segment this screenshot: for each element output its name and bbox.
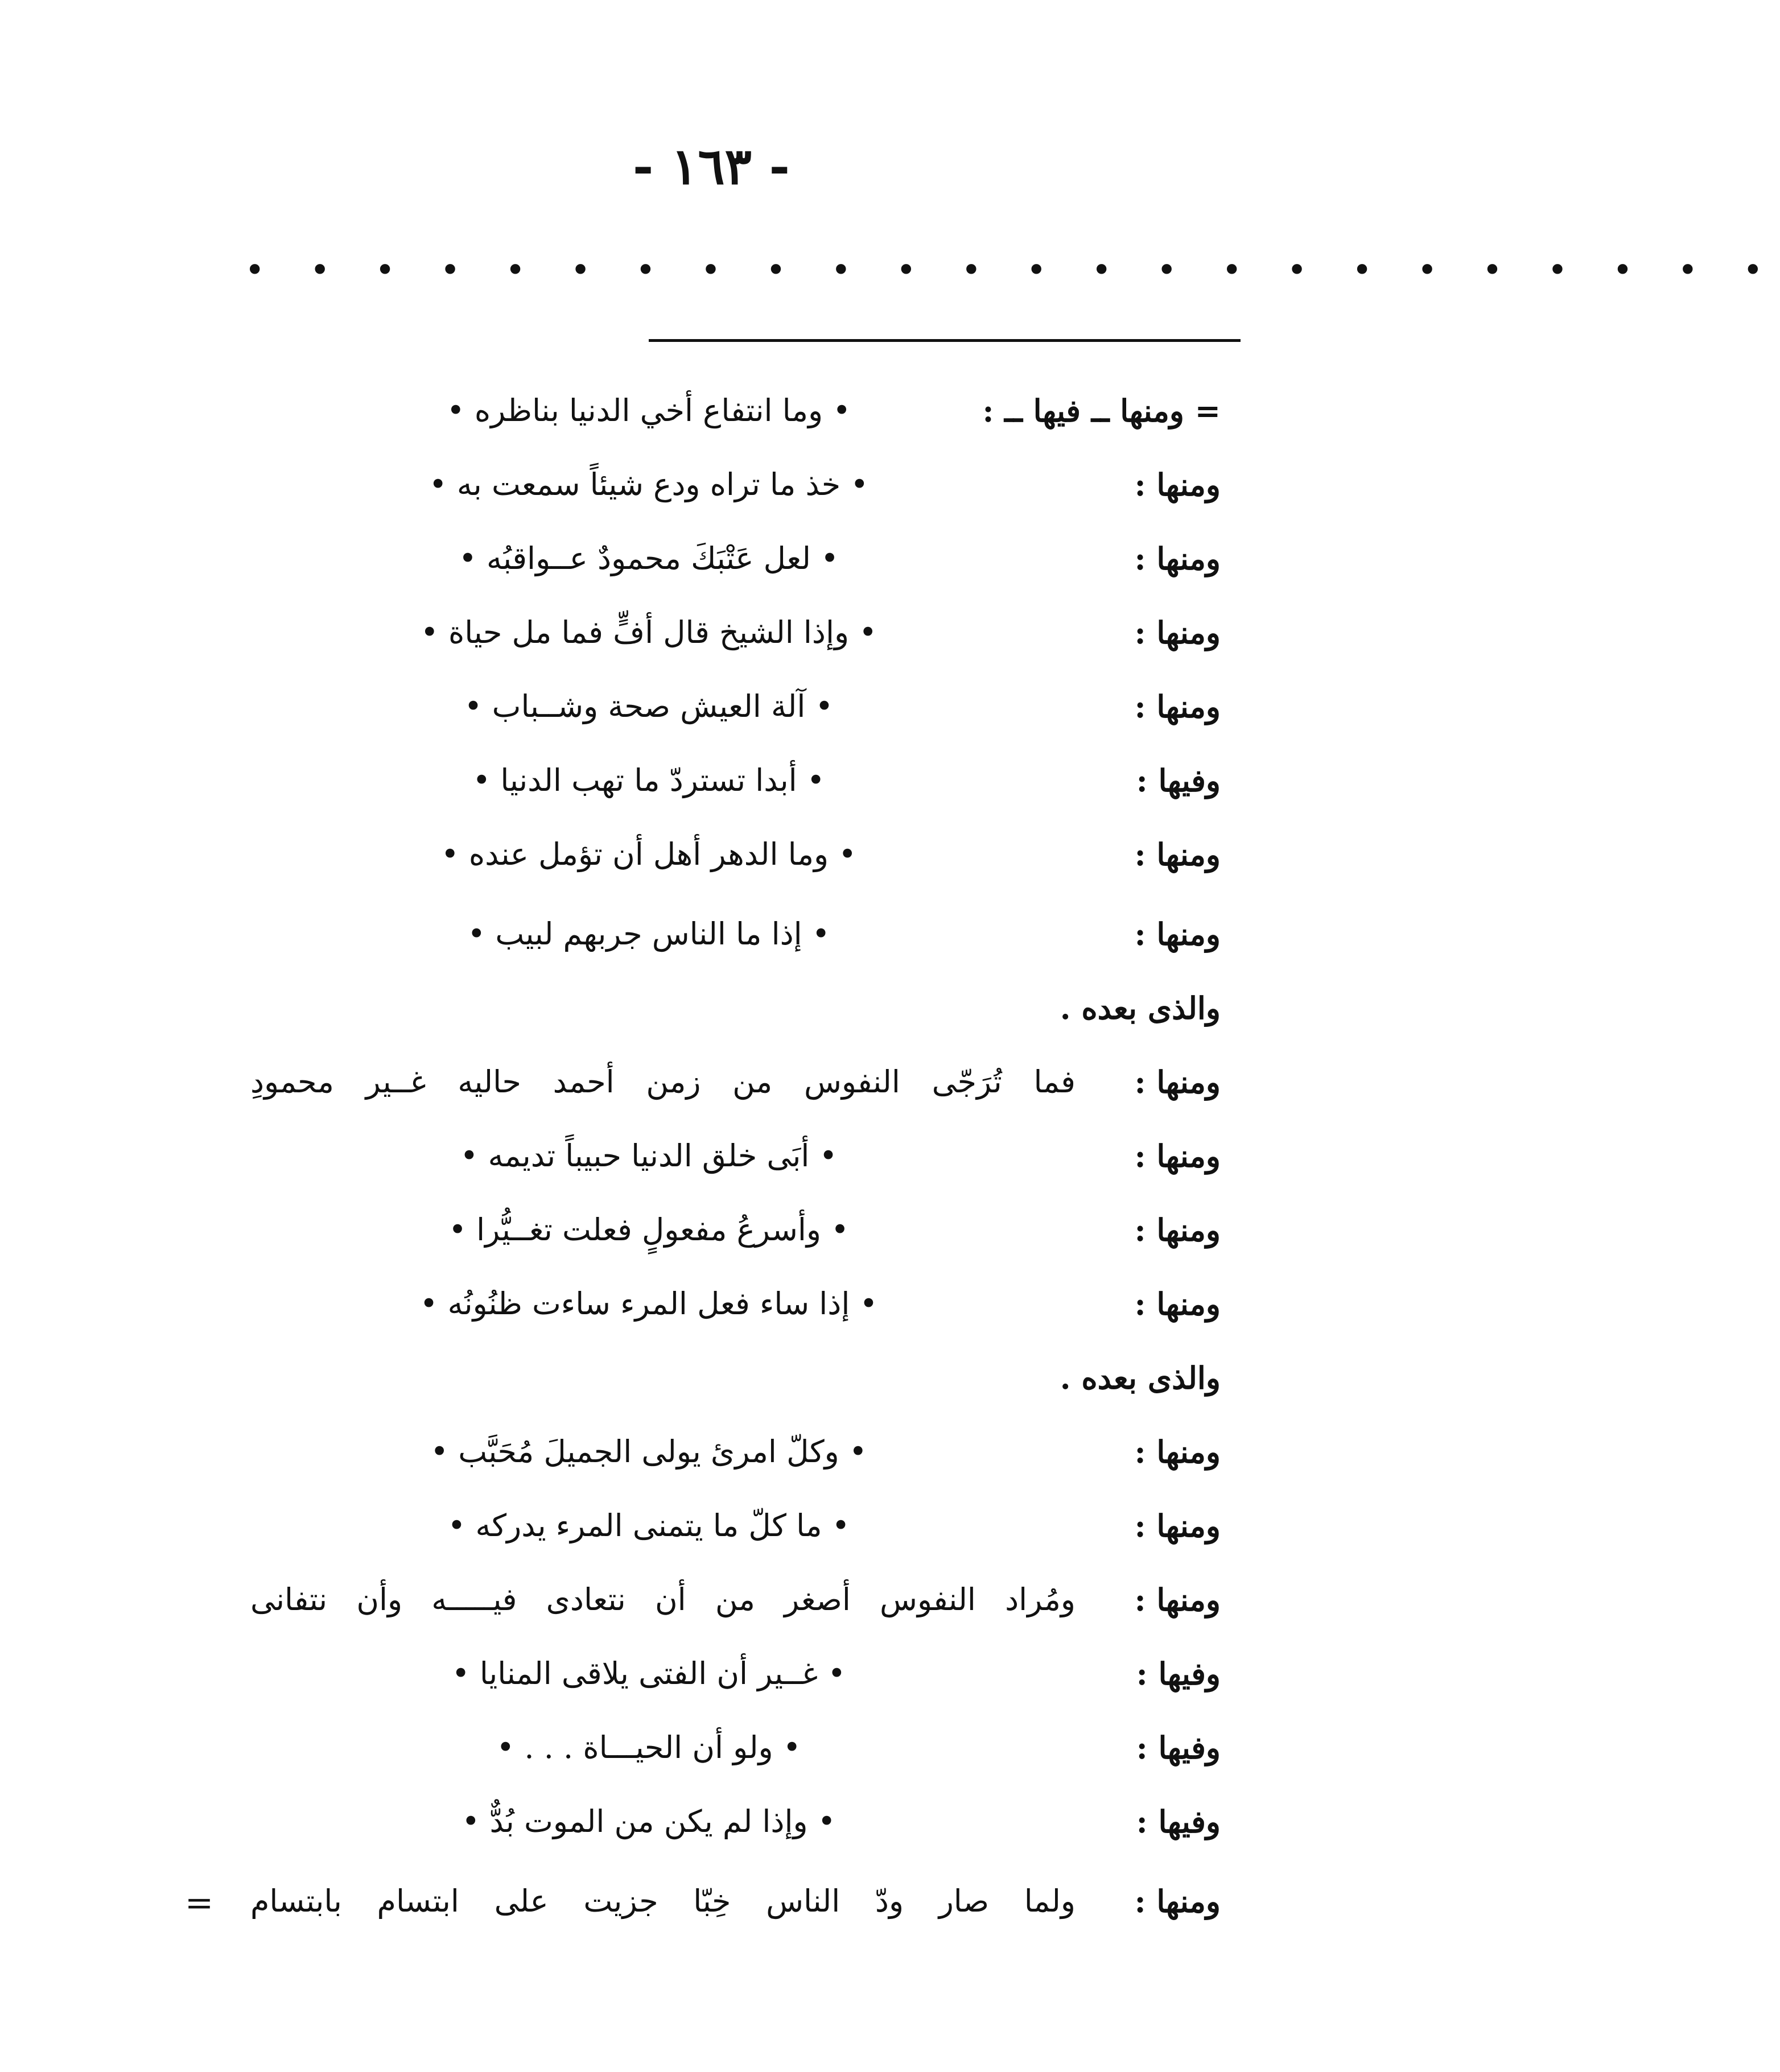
verse-text: • خذ ما تراه ودع شيئاً سمعت به • xyxy=(428,467,869,502)
verse-line xyxy=(0,1803,1423,1866)
note-text: والذى بعده . xyxy=(1060,990,1221,1026)
line-label: وفيها : xyxy=(1136,762,1221,799)
line-label: وفيها : xyxy=(1136,1730,1221,1766)
separator-rule xyxy=(649,339,1241,342)
note-line xyxy=(0,1360,1423,1422)
line-label: ومنها : xyxy=(1134,1138,1221,1174)
verse-text: • إذا ما الناس جربهم لبيب • xyxy=(467,916,830,952)
verse-text: • وإذا الشيخ قال أفٍّ فما مل حياة • xyxy=(420,614,877,650)
verse-line xyxy=(0,836,1423,899)
line-label: ومنها : xyxy=(1134,1508,1221,1544)
verse-line xyxy=(0,688,1423,751)
verse-line xyxy=(0,1883,1423,1946)
verse-text: • لعل عَتْبَكَ محمودٌ عــواقبُه • xyxy=(458,540,839,576)
verse-line xyxy=(0,614,1423,677)
line-label: ومنها : xyxy=(1134,540,1221,577)
continuation-mark: = xyxy=(184,1883,214,1923)
line-label: ومنها : xyxy=(1134,614,1221,651)
line-label: ومنها : xyxy=(1134,1434,1221,1470)
line-label: = ومنها ــ فيها ــ : xyxy=(982,393,1221,429)
verse-line xyxy=(0,1212,1423,1274)
verse-text: ولما صار ودّ الناس خِبّا جزيت على ابتسام بابتسام xyxy=(250,1883,1076,1919)
verse-line xyxy=(0,1434,1423,1496)
verse-text: • أبَى خلق الدنيا حبيباً تديمه • xyxy=(460,1138,838,1174)
verse-text: • وما انتفاع أخي الدنيا بناظره • xyxy=(446,393,851,428)
verse-line xyxy=(0,1582,1423,1644)
note-line xyxy=(0,990,1423,1052)
line-label: ومنها : xyxy=(1134,467,1221,503)
verse-text: • وكلّ امرئ يولى الجميلَ مُحَبَّب • xyxy=(430,1434,867,1470)
line-label: ومنها : xyxy=(1134,1286,1221,1322)
verse-text: • أبدا تستردّ ما تهب الدنيا • xyxy=(472,762,825,798)
line-label: ومنها : xyxy=(1134,916,1221,952)
verse-line xyxy=(0,393,1423,455)
verse-text: ومُراد النفوس أصغر من أن نتعادى فيـــــه وأن نتفانى xyxy=(250,1582,1076,1617)
verse-line xyxy=(0,1656,1423,1718)
line-label: ومنها : xyxy=(1134,836,1221,873)
verse-text: فما تُرَجّى النفوس من زمن أحمد حاليه غــير محمودِ xyxy=(250,1064,1076,1100)
page-number: - ١٦٣ - xyxy=(632,137,790,196)
verse-text: • وأسرعُ مفعولٍ فعلت تغــيُّرا • xyxy=(448,1212,849,1248)
verse-line xyxy=(0,762,1423,825)
line-label: ومنها : xyxy=(1134,1212,1221,1248)
verse-text: • وإذا لم يكن من الموت بُدٌّ • xyxy=(462,1803,836,1839)
verse-line xyxy=(0,1064,1423,1126)
verse-line xyxy=(0,1508,1423,1570)
verse-text: • ولو أن الحيـــاة . . . • xyxy=(496,1730,801,1765)
line-label: وفيها : xyxy=(1136,1656,1221,1692)
verse-line xyxy=(0,1286,1423,1348)
line-label: ومنها : xyxy=(1134,1064,1221,1100)
verse-line xyxy=(0,540,1423,603)
line-label: ومنها : xyxy=(1134,1582,1221,1618)
verse-line xyxy=(0,467,1423,529)
verse-line xyxy=(0,916,1423,979)
note-text: والذى بعده . xyxy=(1060,1360,1221,1396)
verse-line xyxy=(0,1730,1423,1792)
ellipsis-dots: • • • • • • • • • • • • • • • • • • • • • • • • xyxy=(245,250,1780,290)
verse-text: • إذا ساء فعل المرء ساءت ظنُونُه • xyxy=(419,1286,878,1322)
verse-text: • ما كلّ ما يتمنى المرء يدركه • xyxy=(447,1508,850,1543)
line-label: وفيها : xyxy=(1136,1803,1221,1840)
line-label: ومنها : xyxy=(1134,1883,1221,1920)
verse-text: • آلة العيش صحة وشــباب • xyxy=(464,688,834,724)
verse-line xyxy=(0,1138,1423,1200)
verse-text: • غــير أن الفتى يلاقى المنايا • xyxy=(451,1656,846,1691)
line-label: ومنها : xyxy=(1134,688,1221,725)
verse-text: • وما الدهر أهل أن تؤمل عنده • xyxy=(440,836,857,872)
